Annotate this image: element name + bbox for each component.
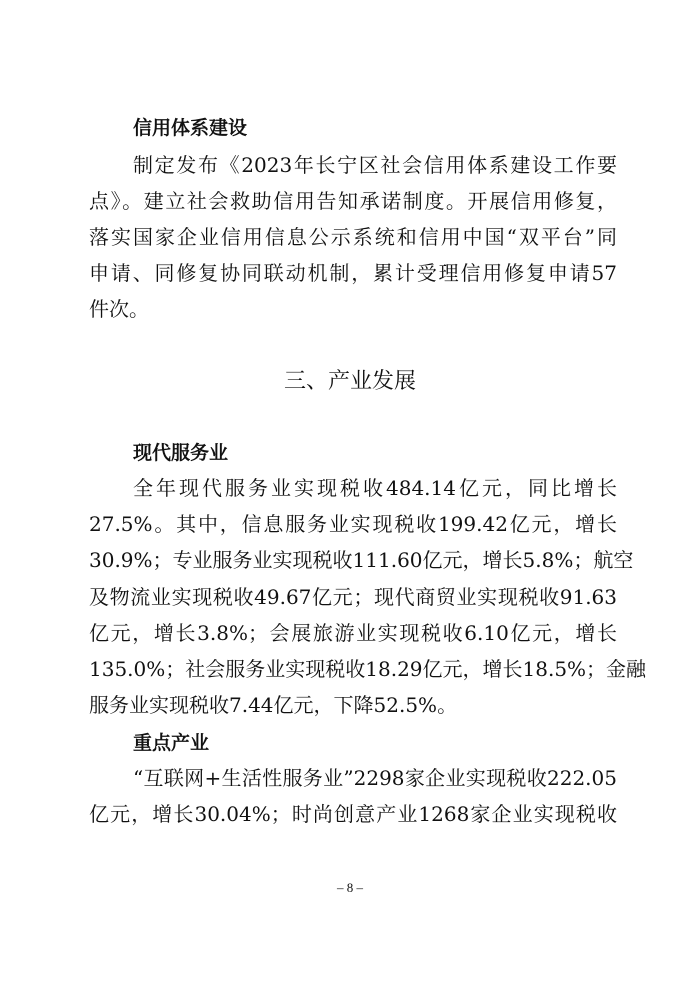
paragraph-line: 服务业实现税收7.44亿元，下降52.5%。 xyxy=(89,693,458,717)
paragraph-line: 落实国家企业信用信息公示系统和信用中国“双平台”同 xyxy=(89,225,617,249)
heading-modern-services: 现代服务业 xyxy=(133,442,229,464)
paragraph-line: 及物流业实现税收49.67亿元；现代商贸业实现税收91.63 xyxy=(89,585,617,609)
paragraph-line: 件次。 xyxy=(89,297,149,321)
paragraph-line: 申请、同修复协同联动机制，累计受理信用修复申请57 xyxy=(89,261,617,285)
paragraph-line: 30.9%；专业服务业实现税收111.60亿元，增长5.8%；航空 xyxy=(89,548,634,572)
paragraph-line: 亿元，增长3.8%；会展旅游业实现税收6.10亿元，增长 xyxy=(89,621,617,645)
section-title: 三、产业发展 xyxy=(283,369,416,394)
paragraph-line: “互联网+生活性服务业”2298家企业实现税收222.05 xyxy=(133,766,617,790)
page-number: – 8 – xyxy=(337,880,363,895)
paragraph-line: 制定发布《2023年长宁区社会信用体系建设工作要 xyxy=(133,153,617,177)
heading-key-industries: 重点产业 xyxy=(133,732,210,754)
paragraph-line: 135.0%；社会服务业实现税收18.29亿元，增长18.5%；金融 xyxy=(89,657,647,681)
paragraph-line: 27.5%。其中，信息服务业实现税收199.42亿元，增长 xyxy=(89,512,617,536)
heading-credit-system: 信用体系建设 xyxy=(133,117,248,139)
paragraph-line: 点》。建立社会救助信用告知承诺制度。开展信用修复， xyxy=(89,189,617,213)
paragraph-line: 亿元，增长30.04%；时尚创意产业1268家企业实现税收 xyxy=(89,802,617,826)
paragraph-line: 全年现代服务业实现税收484.14亿元，同比增长 xyxy=(133,476,617,500)
